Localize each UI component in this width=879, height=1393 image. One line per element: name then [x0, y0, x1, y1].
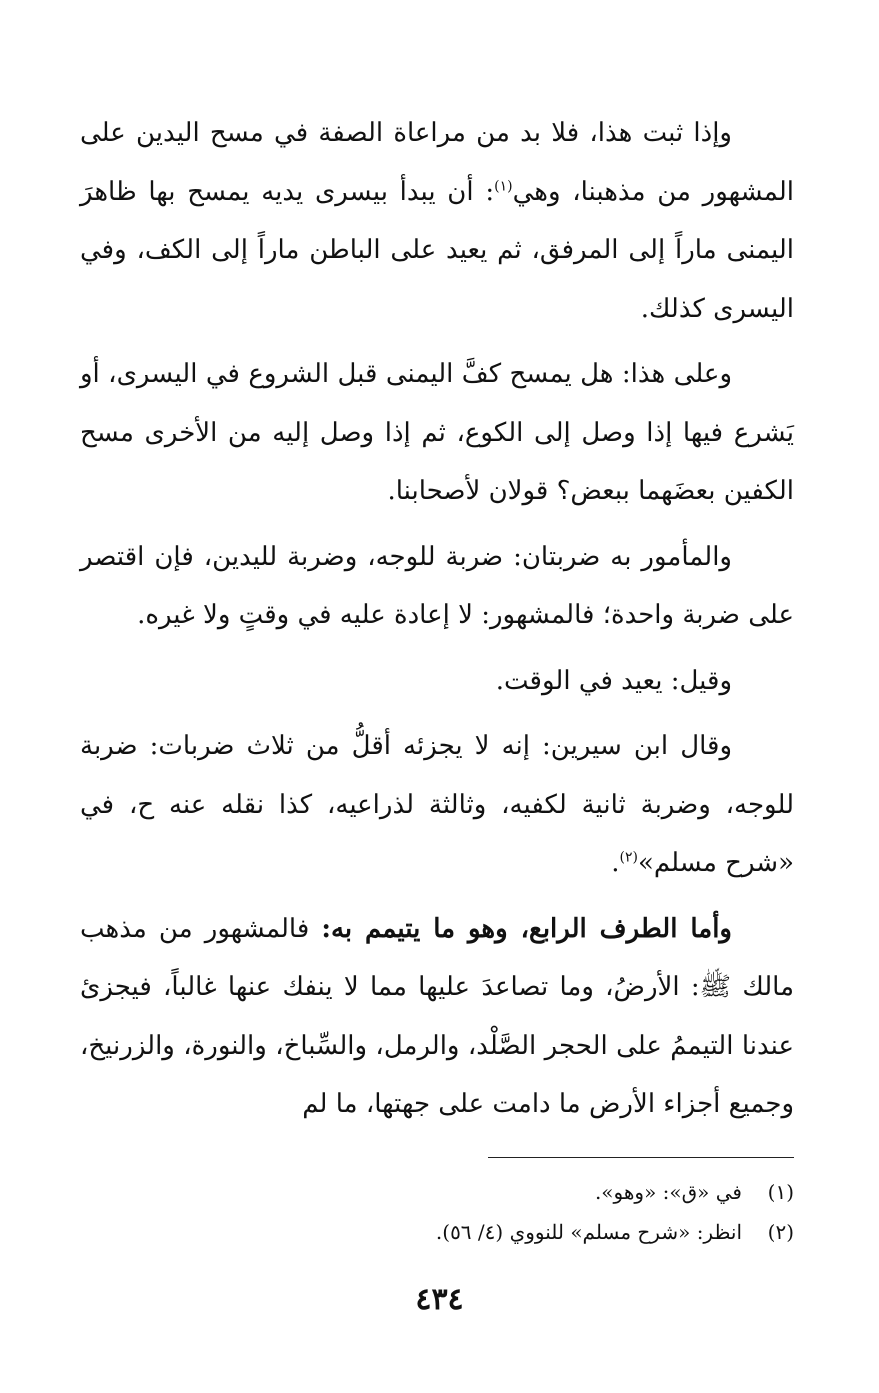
footnote-number: (٢): [767, 1220, 794, 1244]
footnote-ref-1[interactable]: (١): [494, 177, 513, 194]
paragraph-6: [80, 900, 794, 1134]
footnote-number: (١): [767, 1180, 794, 1204]
paragraph-4-text: وقيل: يعيد في الوقت.: [495, 665, 732, 696]
paragraph-2: [80, 345, 794, 521]
paragraph-1: [80, 104, 794, 338]
paragraph-3-text: والمأمور به ضربتان: ضربة للوجه، وضربة لليدين، فإن اقتصر على ضربة واحدة؛ فالمشهور: لا إعادة عليه في وقتٍ ولا غيره.: [80, 541, 794, 630]
paragraph-1-rest: : أن يبدأ بيسرى يديه يمسح بها ظاهرَ اليمنى ماراً إلى المرفق، ثم يعيد على الباطن ماراً إلى الكف، وفي اليسرى كذلك.: [80, 176, 794, 324]
footnote-text: في «ق»: «وهو».: [594, 1180, 742, 1204]
paragraph-6-text: فالمشهور من مذهب مالك ﷺ: الأرضُ، وما تصاعدَ عليها مما لا ينفك عنها غالباً، فيجزئ عندنا التيممُ على الحجر الصَّلْد، والرمل، والسِّباخ، والنورة، والزرنيخ، وجميع أجزاء الأرض ما دامت على جهتها، ما لم: [80, 913, 794, 1119]
footnote-1: [80, 1172, 794, 1212]
paragraph-5-text: وقال ابن سيرين: إنه لا يجزئه أقلُّ من ثلاث ضربات: ضربة للوجه، وضربة ثانية لكفيه، وثالثة لذراعيه، كذا نقله عنه ح، في «شرح مسلم»: [80, 731, 795, 878]
paragraph-1-text: وإذا ثبت هذا، فلا بد من مراعاة الصفة في مسح اليدين على المشهور من مذهبنا، وهي: [80, 118, 794, 207]
paragraph-3: [80, 528, 794, 645]
paragraph-2-text: وعلى هذا: هل يمسح كفَّ اليمنى قبل الشروع في اليسرى، أو يَشرع فيها إذا وصل إلى الكوع، ثم إذا وصل إليه من الأخرى مسح الكفين بعضَهما ببعض؟ قولان لأصحابنا.: [80, 359, 794, 506]
paragraph-5: [80, 717, 794, 893]
footnote-2: [80, 1212, 794, 1252]
footnote-separator: [488, 1157, 794, 1158]
main-text: [80, 104, 794, 1141]
footnote-ref-2[interactable]: (٢): [619, 849, 638, 866]
section-heading-inline: وأما الطرف الرابع، وهو ما يتيمم به:: [321, 913, 732, 944]
paragraph-5-rest: .: [611, 848, 620, 878]
footnotes: [80, 1172, 794, 1252]
paragraph-4: [80, 652, 794, 711]
page-number: ٤٣٤: [415, 1282, 464, 1317]
footnote-text: انظر: «شرح مسلم» للنووي (٤/ ٥٦).: [435, 1220, 742, 1244]
